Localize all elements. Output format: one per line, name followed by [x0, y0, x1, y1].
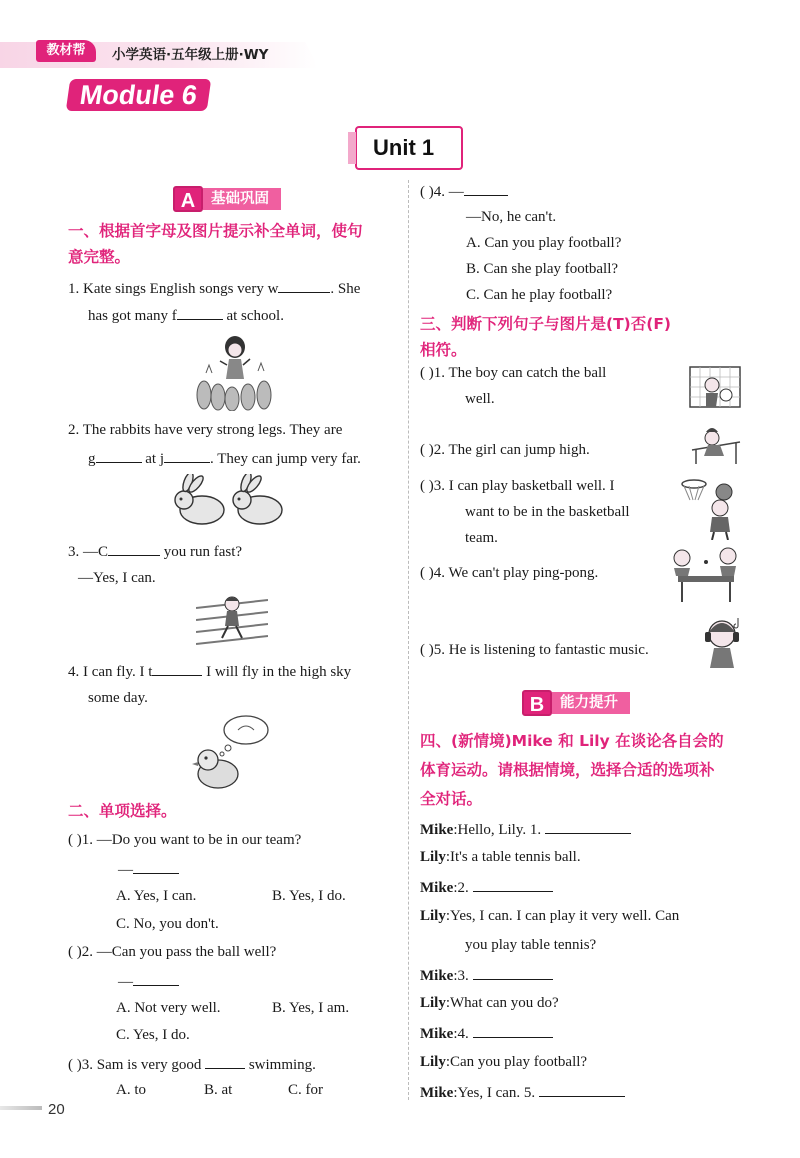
p2-q4-option-a: A. Can you play football? [466, 235, 622, 251]
p2-q2-stem: ( )2. —Can you pass the ball well? [68, 944, 277, 960]
p3-item-1: ( )1. The boy can catch the ball [420, 365, 607, 381]
p2-q2-option-b: B. Yes, I am. [272, 1000, 350, 1016]
p2-q4-option-c: C. Can he play football? [466, 287, 613, 303]
answer-blank[interactable] [473, 876, 553, 892]
p1-q4-line2: some day. [88, 690, 148, 706]
answer-blank[interactable] [164, 447, 210, 463]
ping-pong-picture [668, 542, 744, 604]
dialogue-line-6: Lily:What can you do? [420, 995, 559, 1011]
answer-blank[interactable] [133, 970, 179, 986]
p2-q2-answer-line: — [118, 970, 179, 992]
answer-blank[interactable] [545, 818, 631, 834]
running-boy-picture [196, 594, 268, 646]
p3-item-4: ( )4. We can't play ping-pong. [420, 565, 599, 581]
p2-q4-reply: —No, he can't. [466, 209, 557, 225]
answer-blank[interactable] [473, 1022, 553, 1038]
dreaming-duck-picture [192, 714, 270, 790]
p2-q1-option-b: B. Yes, I do. [272, 888, 346, 904]
unit-title-box [355, 126, 463, 170]
dialogue-line-9: Mike:Yes, I can. 5. [420, 1081, 625, 1103]
part2-heading: 二、单项选择。 [68, 802, 177, 820]
p2-q3-option-a: A. to [116, 1082, 146, 1098]
answer-blank[interactable] [539, 1081, 625, 1097]
girl-jumping-picture [688, 420, 744, 464]
dialogue-line-2: Lily:It's a table tennis ball. [420, 849, 581, 865]
part1-heading: 一、根据首字母及图片提示补全单词，使句 意完整。 [68, 222, 363, 266]
answer-blank[interactable] [473, 964, 553, 980]
p3-item-3: ( )3. I can play basketball well. I [420, 478, 615, 494]
dialogue-line-4: Lily:Yes, I can. I can play it very well. Can [420, 908, 680, 924]
module-title: Module 6 [66, 79, 212, 111]
p2-q1-stem: ( )1. —Do you want to be in our team? [68, 832, 302, 848]
p1-q3-line2: —Yes, I can. [78, 570, 156, 586]
section-a-badge [173, 186, 313, 212]
answer-blank[interactable] [278, 277, 330, 293]
dialogue-line-8: Lily:Can you play football? [420, 1054, 588, 1070]
p3-item-1-line2: well. [465, 391, 495, 407]
p2-q4-stem: ( )4. — [420, 180, 508, 202]
dialogue-line-1: Mike:Hello, Lily. 1. [420, 818, 631, 840]
boy-catching-ball-picture [686, 363, 744, 411]
book-title: 小学英语·五年级上册·WY [112, 47, 269, 63]
book-icon [348, 132, 356, 164]
answer-blank[interactable] [133, 858, 179, 874]
section-b-letter: B [522, 690, 552, 716]
p1-q2-line1: 2. The rabbits have very strong legs. They are [68, 422, 343, 438]
p2-q4-option-b: B. Can she play football? [466, 261, 619, 277]
p2-q3-stem: ( )3. Sam is very good swimming. [68, 1053, 316, 1075]
p1-q1-line2: has got many f at school. [88, 304, 284, 326]
dialogue-line-7: Mike:4. [420, 1022, 553, 1044]
boy-listening-music-picture [700, 612, 744, 670]
p2-q1-answer-line: — [118, 858, 179, 880]
column-divider [408, 180, 409, 1100]
p3-item-5: ( )5. He is listening to fantastic music. [420, 642, 649, 658]
page-number: 20 [48, 1101, 65, 1118]
section-a-label: 基础巩固 [203, 188, 281, 210]
p2-q1-option-a: A. Yes, I can. [116, 888, 197, 904]
answer-blank[interactable] [108, 540, 160, 556]
section-a-letter: A [173, 186, 203, 212]
answer-blank[interactable] [177, 304, 223, 320]
boy-basketball-picture [680, 474, 744, 540]
answer-blank[interactable] [205, 1053, 245, 1069]
answer-blank[interactable] [464, 180, 508, 196]
answer-blank[interactable] [152, 660, 202, 676]
answer-blank[interactable] [96, 447, 142, 463]
part3-heading: 三、判断下列句子与图片是(T)否(F) 相符。 [420, 315, 671, 359]
p2-q3-option-c: C. for [288, 1082, 323, 1098]
section-b-badge [522, 690, 662, 716]
p2-q1-option-c: C. No, you don't. [116, 916, 219, 932]
brand-tag: 教材帮 [36, 40, 96, 62]
rabbits-picture [172, 474, 296, 530]
section-b-label: 能力提升 [552, 692, 630, 714]
p1-q2-line2: g at j . They can jump very far. [88, 447, 361, 469]
part4-heading: 四、(新情境)Mike 和 Lily 在谈论各自会的 体育运动。请根据情境，选择合适的选项补 全对话。 [420, 732, 724, 808]
p1-q4-line1: 4. I can fly. I t I will fly in the high sky [68, 660, 351, 682]
dialogue-line-4-cont: you play table tennis? [465, 937, 597, 953]
footer-rule [0, 1106, 42, 1110]
p3-item-3-line2: want to be in the basketball [465, 504, 630, 520]
singing-girl-picture [196, 333, 274, 411]
p2-q2-option-c: C. Yes, I do. [116, 1027, 190, 1043]
p1-q1-line1: 1. Kate sings English songs very w . She [68, 277, 360, 299]
dialogue-line-3: Mike:2. [420, 876, 553, 898]
p1-q3-line1: 3. —C you run fast? [68, 540, 242, 562]
p3-item-2: ( )2. The girl can jump high. [420, 442, 590, 458]
dialogue-line-5: Mike:3. [420, 964, 553, 986]
p2-q2-option-a: A. Not very well. [116, 1000, 221, 1016]
p3-item-3-line3: team. [465, 530, 498, 546]
unit-title: Unit 1 [373, 135, 435, 160]
p2-q3-option-b: B. at [204, 1082, 233, 1098]
